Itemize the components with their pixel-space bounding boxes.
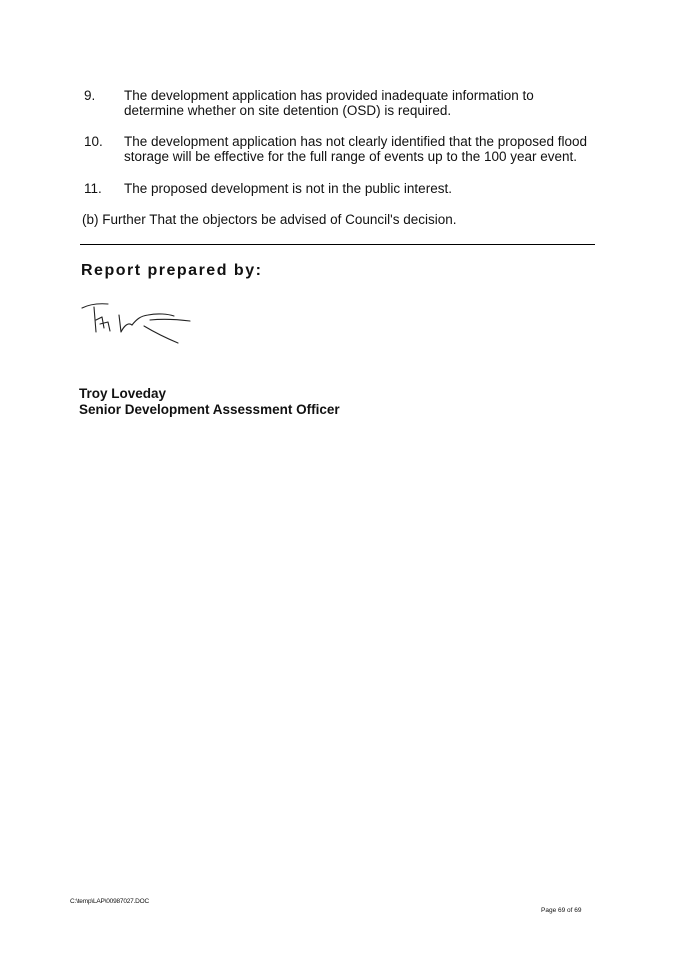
author-name: Troy Loveday: [79, 386, 167, 401]
signature: [74, 298, 204, 350]
section-divider: [80, 244, 595, 245]
reason-text: [124, 134, 609, 164]
resolution-b: (b) Further That the objectors be advised of Council's decision.: [82, 212, 457, 227]
footer-file-path: C:\temp\LAP\00987027.DOC: [70, 898, 150, 905]
author-title: Senior Development Assessment Officer: [79, 402, 340, 417]
report-heading: Report prepared by:: [81, 262, 263, 279]
reason-line: storage will be effective for the full range of events up to the 100 year event.: [124, 149, 578, 164]
reason-line: The development application has provided inadequate information to: [124, 88, 534, 103]
reason-text: [124, 181, 609, 196]
reason-text: [124, 88, 609, 118]
reason-line: determine whether on site detention (OSD) is required.: [124, 103, 452, 118]
reason-line: The proposed development is not in the public interest.: [124, 181, 452, 196]
footer-page-number: Page 69 of 69: [541, 907, 582, 914]
reason-number: 11.: [84, 181, 102, 196]
reason-number: 10.: [84, 134, 103, 149]
reason-line: The development application has not clearly identified that the proposed flood: [124, 134, 588, 149]
author-block: [79, 386, 340, 418]
reason-number: 9.: [84, 88, 96, 103]
